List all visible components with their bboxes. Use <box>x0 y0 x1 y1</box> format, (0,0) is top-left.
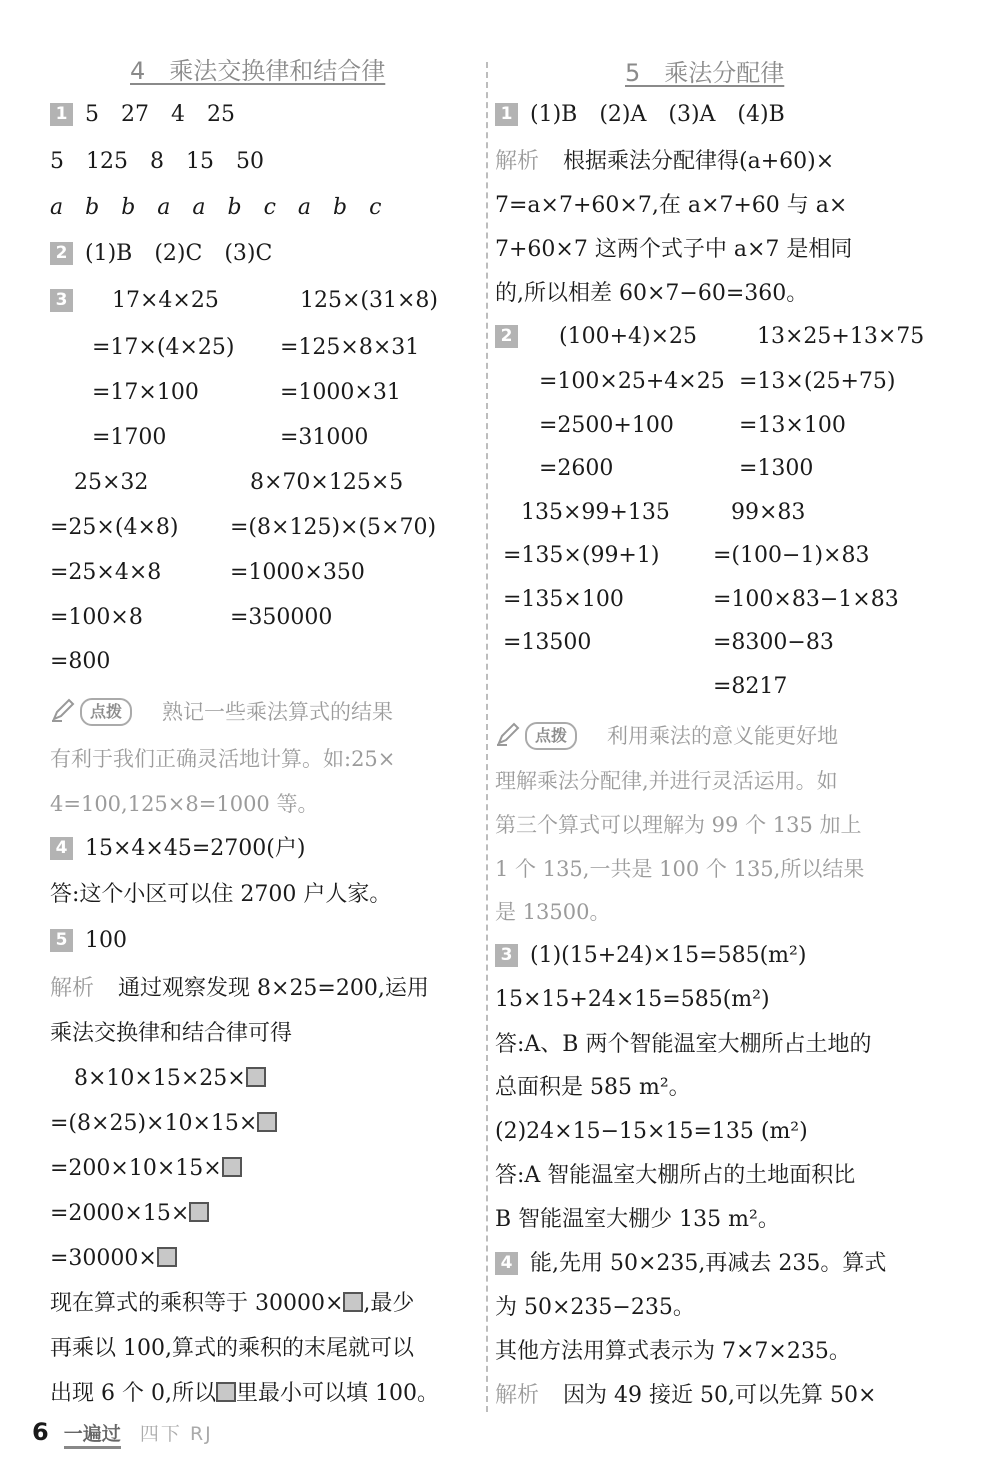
q5-expr-2 <box>50 1109 277 1139</box>
q5-answer: 100 <box>85 928 127 953</box>
q3-expr-7a: =25×4×8 <box>50 560 162 585</box>
q2-line <box>50 239 272 269</box>
tip-line-2: 有利于我们正确灵活地计算。如:25× <box>50 747 396 771</box>
r-q2-expr-7a: =135×100 <box>503 587 624 612</box>
q3-expr-6a: =25×(4×8) <box>50 515 179 540</box>
q5-conclusion-1b: ,最少 <box>363 1291 415 1316</box>
r-q2-expr-9b: =8217 <box>713 674 788 699</box>
q5-conclusion-1a: 现在算式的乘积等于 30000× <box>50 1291 344 1316</box>
r-q4-text-1: 能,先用 50×235,再减去 235。算式 <box>530 1251 887 1276</box>
r-tip-line-5: 是 13500。 <box>495 900 611 924</box>
q5-expr-1 <box>74 1064 266 1094</box>
r-q3-line-1 <box>495 941 806 971</box>
r-q2-expr-5a: 135×99+135 <box>521 500 670 525</box>
q3-expr-9a: =800 <box>50 649 111 674</box>
r-q2-expr-3b: =13×100 <box>739 413 846 438</box>
tip-line-3: 4=100,125×8=1000 等。 <box>50 792 319 816</box>
q5-conclusion-3b: 里最小可以填 100。 <box>235 1381 439 1406</box>
pencil-icon <box>495 721 521 747</box>
q5-conclusion-3 <box>50 1379 439 1409</box>
tip-label: 点拨 <box>525 722 577 750</box>
r-tip-line-4: 1 个 135,一共是 100 个 135,所以结果 <box>495 857 865 881</box>
r-q4-line-2: 为 50×235−235。 <box>495 1295 695 1320</box>
r-q1-analysis-3: 7+60×7 这两个式子中 a×7 是相同 <box>495 237 853 262</box>
q5-expr-3-text: =200×10×15× <box>50 1156 222 1181</box>
r-q3-line-2: 15×15+24×15=585(m²) <box>495 987 770 1012</box>
analysis-label: 解析 <box>495 1383 540 1408</box>
q4-line-1 <box>50 834 305 864</box>
q5-line-1 <box>50 926 127 956</box>
q3-expr-8b: =350000 <box>230 605 333 630</box>
r-q2-number-badge: 2 <box>495 325 518 348</box>
q1-line-2: 5 125 8 15 50 <box>50 149 264 174</box>
r-q1-answer: (1)B (2)A (3)A (4)B <box>530 102 785 127</box>
r-q3-line-4: 总面积是 585 m²。 <box>495 1075 691 1100</box>
r-q4-line-3: 其他方法用算式表示为 7×7×235。 <box>495 1339 851 1364</box>
q2-answer: (1)B (2)C (3)C <box>85 241 273 266</box>
r-q2-expr-5b: 99×83 <box>731 500 806 525</box>
q5-analysis-1 <box>50 974 429 1004</box>
blank-box <box>157 1247 177 1267</box>
q3-expr-1a: 17×4×25 <box>112 288 219 313</box>
r-q4-analysis <box>495 1381 876 1411</box>
q3-expr-2a: =17×(4×25) <box>92 335 235 360</box>
q3-expr-3b: =1000×31 <box>280 380 401 405</box>
q1-line-3: a b b a a b c a b c <box>50 195 382 220</box>
q5-number-badge: 5 <box>50 929 73 952</box>
r-q2-expr-8a: =13500 <box>503 630 592 655</box>
pencil-icon <box>50 697 76 723</box>
q1-number-badge: 1 <box>50 103 73 126</box>
r-q3-expr-1: (1)(15+24)×15=585(m²) <box>530 943 807 968</box>
q5-conclusion-2: 再乘以 100,算式的乘积的末尾就可以 <box>50 1336 414 1361</box>
r-q2-expr-6b: =(100−1)×83 <box>713 543 870 568</box>
column-divider <box>486 62 488 1412</box>
r-q2-expr-3a: =2500+100 <box>539 413 674 438</box>
q5-expr-4 <box>50 1199 209 1229</box>
r-q3-line-5: (2)24×15−15×15=135 (m²) <box>495 1119 808 1144</box>
q5-analysis-2: 乘法交换律和结合律可得 <box>50 1021 293 1046</box>
analysis-label: 解析 <box>495 149 540 174</box>
q5-conclusion-1 <box>50 1289 414 1319</box>
r-q2-expr-4b: =1300 <box>739 456 814 481</box>
r-q2-expr-4a: =2600 <box>539 456 614 481</box>
edition-label: 四下 RJ <box>139 1423 213 1445</box>
r-q1-analysis-text-1: 根据乘法分配律得(a+60)× <box>563 149 835 174</box>
r-q2-expr-7b: =100×83−1×83 <box>713 587 899 612</box>
r-tip-line-3: 第三个算式可以理解为 99 个 135 加上 <box>495 813 862 837</box>
q5-expr-1-text: 8×10×15×25× <box>74 1066 246 1091</box>
r-q3-number-badge: 3 <box>495 944 518 967</box>
q3-expr-4a: =1700 <box>92 425 167 450</box>
r-tip-text-1: 利用乘法的意义能更好地 <box>607 724 839 748</box>
q4-expr: 15×4×45=2700(户) <box>85 836 306 861</box>
section-title-4: 4 乘法交换律和结合律 <box>130 57 386 85</box>
q3-expr-4b: =31000 <box>280 425 369 450</box>
q3-expr-6b: =(8×125)×(5×70) <box>230 515 437 540</box>
blank-box <box>222 1157 242 1177</box>
brand-logo: 一遍过 <box>64 1419 121 1449</box>
q5-conclusion-3a: 出现 6 个 0,所以 <box>50 1381 216 1406</box>
r-q4-number-badge: 4 <box>495 1252 518 1275</box>
q5-expr-5 <box>50 1244 177 1274</box>
tip-label: 点拨 <box>80 698 132 726</box>
r-q4-analysis-text: 因为 49 接近 50,可以先算 50× <box>563 1383 877 1408</box>
r-q2-expr-2a: =100×25+4×25 <box>539 369 725 394</box>
r-q3-line-6: 答:A 智能温室大棚所占的土地面积比 <box>495 1163 856 1188</box>
q5-expr-5-text: =30000× <box>50 1246 157 1271</box>
q3-expr-1b: 125×(31×8) <box>300 288 439 313</box>
q3-number-badge: 3 <box>50 289 73 312</box>
r-q3-line-3: 答:A、B 两个智能温室大棚所占土地的 <box>495 1032 872 1057</box>
q1-answer-1: 5 27 4 25 <box>85 102 235 127</box>
q2-number-badge: 2 <box>50 242 73 265</box>
r-q2-expr-8b: =8300−83 <box>713 630 834 655</box>
blank-box <box>216 1382 236 1402</box>
q1-line-1 <box>50 100 235 130</box>
tip-text-1: 熟记一些乘法算式的结果 <box>162 700 394 724</box>
q3-expr-5b: 8×70×125×5 <box>250 470 404 495</box>
r-q2-expr-1a: (100+4)×25 <box>559 324 698 349</box>
section-title-5: 5 乘法分配律 <box>625 59 785 87</box>
page-number: 6 <box>32 1418 49 1446</box>
r-q4-line-1 <box>495 1249 886 1279</box>
q3-row-1 <box>50 286 85 316</box>
q3-expr-5a: 25×32 <box>74 470 149 495</box>
blank-box <box>189 1202 209 1222</box>
r-q1-analysis-1 <box>495 147 834 177</box>
q3-expr-2b: =125×8×31 <box>280 335 420 360</box>
q5-expr-3 <box>50 1154 242 1184</box>
r-tip-line-2: 理解乘法分配律,并进行灵活运用。如 <box>495 769 838 793</box>
q5-expr-4-text: =2000×15× <box>50 1201 190 1226</box>
analysis-label: 解析 <box>50 976 95 1001</box>
q3-expr-8a: =100×8 <box>50 605 143 630</box>
r-q1-line <box>495 100 785 130</box>
r-q2-row-1 <box>495 322 530 352</box>
r-tip-line-1 <box>495 721 838 751</box>
page-footer <box>32 1418 213 1449</box>
q3-expr-3a: =17×100 <box>92 380 199 405</box>
r-q1-number-badge: 1 <box>495 103 518 126</box>
r-q2-expr-1b: 13×25+13×75 <box>757 324 925 349</box>
q4-number-badge: 4 <box>50 837 73 860</box>
blank-box <box>343 1292 363 1312</box>
q4-line-2: 答:这个小区可以住 2700 户人家。 <box>50 882 392 907</box>
blank-box <box>257 1112 277 1132</box>
tip-line-1 <box>50 697 393 727</box>
q3-expr-7b: =1000×350 <box>230 560 365 585</box>
q5-expr-2-text: =(8×25)×10×15× <box>50 1111 258 1136</box>
q5-analysis-text-1: 通过观察发现 8×25=200,运用 <box>118 976 429 1001</box>
r-q1-analysis-2: 7=a×7+60×7,在 a×7+60 与 a× <box>495 193 848 218</box>
blank-box <box>246 1067 266 1087</box>
r-q2-expr-2b: =13×(25+75) <box>739 369 896 394</box>
r-q3-line-7: B 智能温室大棚少 135 m²。 <box>495 1207 780 1232</box>
r-q1-analysis-4: 的,所以相差 60×7−60=360。 <box>495 281 809 306</box>
r-q2-expr-6a: =135×(99+1) <box>503 543 660 568</box>
